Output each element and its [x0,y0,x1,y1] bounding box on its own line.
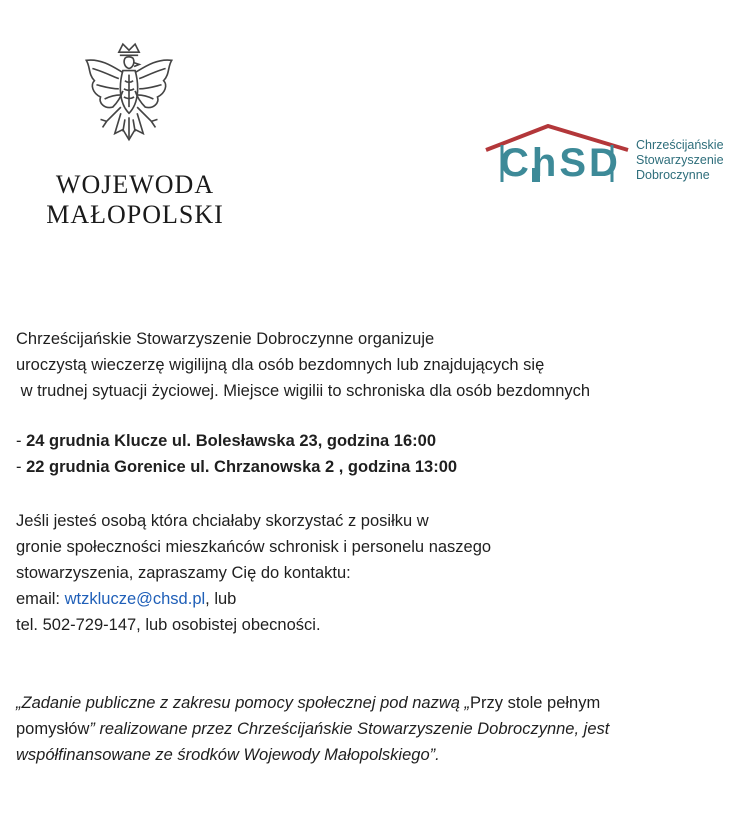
chsd-name-line1: Chrześcijańskie [636,138,724,152]
chsd-logo-letters: ChSD [500,141,621,185]
funding-line2: pomysłów” realizowane przez Chrześcijańskie Stowarzyszenie Dobroczynne, jest [16,720,610,738]
funding-note [16,690,736,768]
contact-line1: Jeśli jesteś osobą która chciałaby skorzystać z posiłku w [16,512,429,530]
contact-line3: stowarzyszenia, zapraszamy Cię do kontaktu: [16,564,351,582]
chsd-name-line3: Dobroczynne [636,168,710,182]
polish-eagle-emblem-icon [78,40,180,158]
intro-line2: uroczystą wieczerzę wigilijną dla osób bezdomnych lub znajdujących się [16,356,545,374]
contact-line2: gronie społeczności mieszkańców schronisk i personelu naszego [16,538,492,556]
funding-line1: „Zadanie publiczne z zakresu pomocy społecznej pod nazwą „Przy stole pełnym [16,694,601,712]
contact-phone-line: tel. 502-729-147, lub osobistej obecności. [16,616,321,634]
intro-paragraph [16,326,736,404]
contact-paragraph [16,508,736,638]
email-link[interactable]: wtzklucze@chsd.pl [64,590,206,608]
funding-line3: współfinansowane ze środków Wojewody Małopolskiego”. [16,746,440,764]
event-item: - 22 grudnia Gorenice ul. Chrzanowska 2 , godzina 13:00 [16,458,458,476]
event-item: - 24 grudnia Klucze ul. Bolesławska 23, godzina 16:00 [16,432,436,450]
chsd-name-line2: Stowarzyszenie [636,153,724,167]
event-time: , godzina 16:00 [317,432,436,450]
voivode-title-line1: WOJEWODA [55,170,215,199]
eagle-svg [78,40,180,158]
chsd-logo-name [636,138,724,183]
events-list [16,428,736,480]
intro-line3: w trudnej sytuacji życiowej. Miejsce wigilii to schroniska dla osób bezdomnych [16,382,591,400]
contact-email-line: email: wtzklucze@chsd.pl, lub [16,590,237,608]
voivode-title-line2: MAŁOPOLSKI [46,200,224,229]
event-text: 24 grudnia Klucze ul. Bolesławska 23 [26,432,318,450]
event-text: 22 grudnia Gorenice ul. Chrzanowska 2 , godzina 13:00 [26,458,458,476]
intro-line1: Chrześcijańskie Stowarzyszenie Dobroczynne organizuje [16,330,435,348]
